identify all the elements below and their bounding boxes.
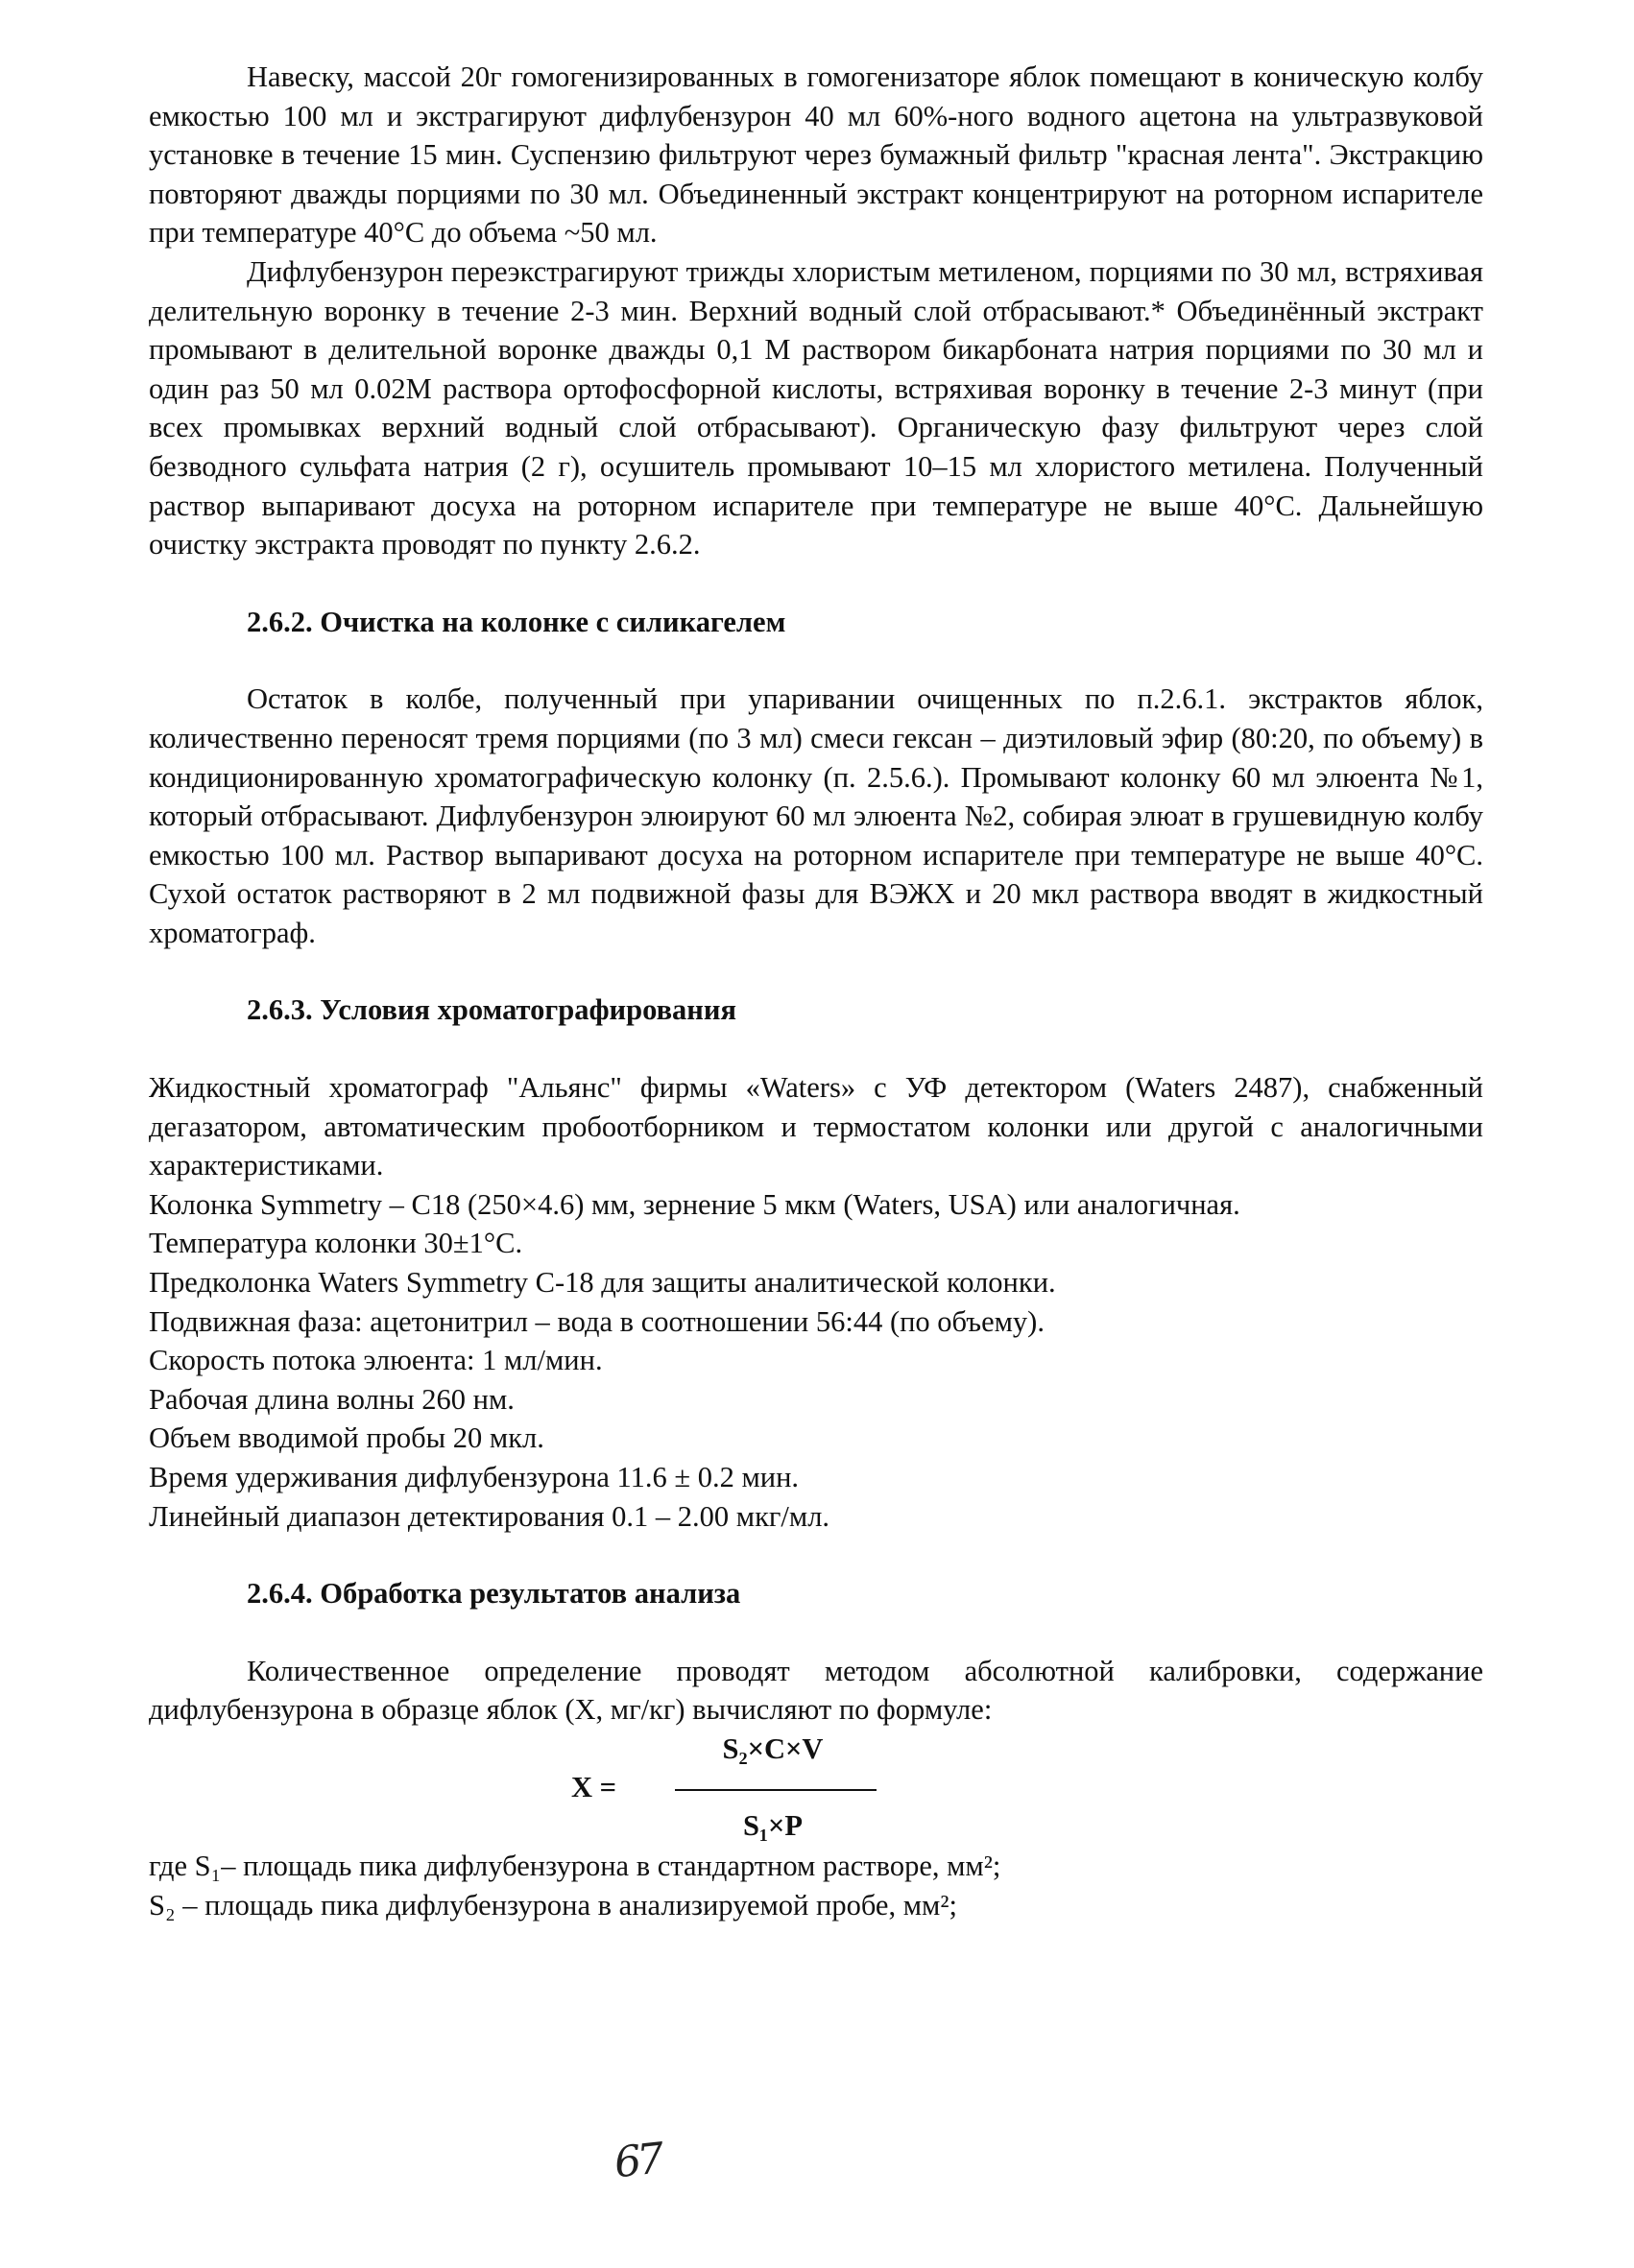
document-page: [149, 58, 1483, 1924]
section-2-6-2-heading: 2.6.2. Очистка на колонке с силикагелем: [247, 605, 786, 638]
calculation-intro: Количественное определение проводят методом абсолютной калибровки, содержание дифлубензурона в образце яблок (Х, мг/кг) вычисляют по формуле:: [149, 1654, 1483, 1727]
condition-flow-rate: Скорость потока элюента: 1 мл/мин.: [149, 1344, 603, 1377]
fraction-bar: [675, 1789, 877, 1791]
condition-mobile-phase: Подвижная фаза: ацетонитрил – вода в соотношении 56:44 (по объему).: [149, 1304, 1045, 1338]
section-2-6-4-heading: 2.6.4. Обработка результатов анализа: [247, 1577, 741, 1611]
formula-denominator: S₁×P: [742, 1808, 804, 1842]
condition-wavelength: Рабочая длина волны 260 нм.: [149, 1382, 515, 1416]
section-2-6-2-paragraph: Остаток в колбе, полученный при упаривании очищенных по п.2.6.1. экстрактов яблок, количественно переносят тремя порциями (по 3 мл) смеси гексан – диэтиловый эфир (80:20, по объему) в кондиционированную хроматографическую колонку (п. 2.5.6.). Промывают колонку 60 мл элюента №1, который отбрасывают. Дифлубензурон элюируют 60 мл элюента №2, собирая элюат в грушевидную колбу емкостью 100 мл. Раствор выпаривают досуха на роторном испарителе при температуре не выше 40°С. Сухой остаток растворяют в 2 мл подвижной фазы для ВЭЖХ и 20 мкл раствора вводят в жидкостный хроматограф.: [149, 682, 1483, 949]
definition-s1: где S₁– площадь пика дифлубензурона в стандартном растворе, мм²;: [149, 1849, 1001, 1882]
definition-s2: S₂ – площадь пика дифлубензурона в анализируемой пробе, мм²;: [149, 1888, 957, 1922]
instrument-description: Жидкостный хроматограф "Альянс" фирмы «Waters» с УФ детектором (Waters 2487), снабженный дегазатором, автоматическим пробоотборником и термостатом колонки или другой с аналогичными характеристиками.: [149, 1071, 1483, 1182]
condition-retention-time: Время удерживания дифлубензурона 11.6 ± 0.2 мин.: [149, 1461, 800, 1493]
formula-lhs: Х =: [571, 1770, 617, 1803]
intro-paragraph-1: Навеску, массой 20г гомогенизированных в гомогенизаторе яблок помещают в коническую колбу емкостью 100 мл и экстрагируют дифлубензурон 40 мл 60%-ного водного ацетона на ультразвуковой установке в течение 15 мин. Суспензию фильтруют через бумажный фильтр "красная лента". Экстракцию повторяют дважды порциями по 30 мл. Объединенный экстракт концентрируют на роторном испарителе при температуре 40°С до объема ~50 мл.: [149, 60, 1483, 250]
condition-precolumn: Предколонка Waters Symmetry С-18 для защиты аналитической колонки.: [149, 1266, 1056, 1300]
condition-linear-range: Линейный диапазон детектирования 0.1 – 2.00 мкг/мл.: [149, 1499, 830, 1533]
page-number: 67: [612, 2134, 663, 2188]
intro-paragraph-2: Дифлубензурон переэкстрагируют трижды хлористым метиленом, порциями по 30 мл, встряхивая делительную воронку в течение 2-3 мин. Верхний водный слой отбрасывают.* Объединённый экстракт промывают в делительной воронке дважды 0,1 М раствором бикарбоната натрия порциями по 30 мл и один раз 50 мл 0.02М раствора ортофосфорной кислоты, встряхивая воронку в течение 2-3 минут (при всех промывках верхний водный слой отбрасывают). Органическую фазу фильтруют через слой безводного сульфата натрия (2 г), осушитель промывают 10–15 мл хлористого метилена. Полученный раствор выпаривают досуха на роторном испарителе при температуре не выше 40°С. Дальнейшую очистку экстракта проводят по пункту 2.6.2.: [149, 254, 1483, 561]
intro-block: [149, 58, 1483, 564]
condition-injection-volume: Объем вводимой пробы 20 мкл.: [149, 1421, 544, 1455]
section-2-6-3-heading: 2.6.3. Условия хроматографирования: [247, 993, 736, 1027]
formula-numerator: S₂×C×V: [722, 1731, 824, 1765]
condition-column: Колонка Symmetry – С18 (250×4.6) мм, зернение 5 мкм (Waters, USA) или аналогичная.: [149, 1187, 1240, 1221]
section-2-6-4: [149, 1574, 1483, 1924]
condition-column-temperature: Температура колонки 30±1°С.: [149, 1227, 523, 1260]
section-2-6-3: [149, 991, 1483, 1536]
formula: [149, 1730, 1483, 1847]
section-2-6-2: [149, 603, 1483, 953]
